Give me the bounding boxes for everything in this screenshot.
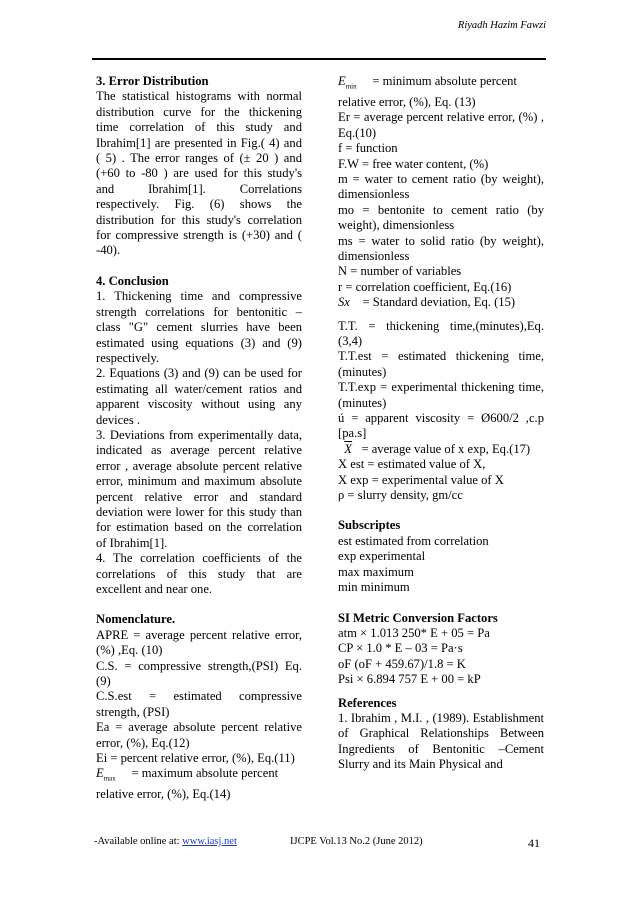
conclusion-2: 2. Equations (3) and (9) can be used for estimating all water/cement ratios and apparent viscosity without using any devices . — [96, 366, 302, 427]
nomenclature-x-exp: X exp = experimental value of X — [338, 472, 504, 487]
subscript-exp: exp experimental — [338, 549, 426, 564]
nomenclature-x-avg — [338, 442, 544, 457]
nomenclature-rho: ρ = slurry density, gm/cc — [338, 488, 463, 503]
nomenclature-heading: Nomenclature. — [96, 612, 176, 627]
si-f: oF (oF + 459.67)/1.8 = K — [338, 656, 466, 671]
subscript-max: max maximum — [338, 564, 414, 579]
nomenclature-n: N = number of variables — [338, 264, 462, 279]
footer-journal: IJCPE Vol.13 No.2 (June 2012) — [290, 836, 423, 847]
nomenclature-cs: C.S. = compressive strength,(PSI) Eq.(9) — [96, 658, 302, 689]
nomenclature-ei: Ei = percent relative error, (%), Eq.(11) — [96, 751, 295, 766]
emax-subscript: max — [103, 774, 116, 783]
nomenclature-emin — [338, 74, 544, 95]
x-bar-symbol: $\overline{X}$ — [344, 441, 352, 456]
subscript-est: est estimated from correlation — [338, 533, 489, 548]
right-column — [338, 74, 544, 773]
nomenclature-ea: Ea = average absolute percent relative error, (%), Eq.(12) — [96, 720, 302, 750]
nomenclature-m: m = water to cement ratio (by weight), dimensionless — [338, 171, 544, 202]
nomenclature-tt: T.T. = thickening time,(minutes),Eq.(3,4) — [338, 318, 544, 349]
section-3-text: The statistical histograms with normal distribution curve for the thickening time correlation of this study and Ibrahim[1] are presented in Fig.( 4) and ( 5) . The error ranges of (± 20 ) and (+60 to -80 ) are used for this study's and Ibrahim[1]. Correlations respectively. Fig. (6) shows the distribution for this study's correlation for compressive strength is (+30) and ( -40). — [96, 89, 302, 258]
nomenclature-cs-est: C.S.est = estimated compressive strength, (PSI) — [96, 689, 302, 719]
nomenclature-emin-cont: relative error, (%), Eq. (13) — [338, 94, 476, 109]
subscript-min: min minimum — [338, 580, 410, 595]
sx-text: = Standard deviation, Eq. (15) — [362, 295, 516, 310]
si-psi: Psi × 6.894 757 E + 00 = kP — [338, 672, 481, 687]
running-header: Riyadh Hazim Fawzi — [457, 20, 546, 31]
nomenclature-mo: mo = bentonite to cement ratio (by weight), dimensionless — [338, 202, 544, 233]
nomenclature-emax-cont: relative error, (%), Eq.(14) — [96, 787, 231, 802]
conclusion-3: 3. Deviations from experimentally data, indicated as average percent relative error , average absolute percent relative error, minimum and maximum absolute percent relative error and standard deviation were lower for this study than for estimation based on the correlation of Ibrahim[1]. — [96, 427, 302, 550]
sx-symbol: Sx — [338, 295, 350, 310]
nomenclature-f: f = function — [338, 141, 398, 156]
nomenclature-emax — [96, 766, 302, 787]
emax-symbol: E — [96, 766, 104, 781]
emin-symbol: E — [338, 74, 346, 88]
nomenclature-apre: APRE = average percent relative error, (%) ,Eq. (10) — [96, 627, 302, 658]
footer-prefix: -Available online at: — [94, 836, 183, 847]
emin-subscript: min — [345, 82, 357, 91]
references-heading: References — [338, 695, 397, 710]
si-cp: CP × 1.0 * E – 03 = Pa·s — [338, 641, 463, 656]
nomenclature-r: r = correlation coefficient, Eq.(16) — [338, 279, 512, 294]
nomenclature-tt-est: T.T.est = estimated thickening time, (minutes) — [338, 349, 544, 379]
nomenclature-viscosity: ú = apparent viscosity = Ø600/2 ,c.p [pa.s] — [338, 411, 544, 441]
nomenclature-tt-exp: T.T.exp = experimental thickening time, (minutes) — [338, 380, 544, 410]
nomenclature-ms: ms = water to solid ratio (by weight), dimensionless — [338, 233, 544, 263]
x-avg-text: = average value of x exp, Eq.(17) — [361, 441, 531, 456]
page-number: 41 — [528, 836, 540, 850]
subscripts-heading: Subscriptes — [338, 518, 401, 533]
section-3-heading: 3. Error Distribution — [96, 74, 209, 88]
nomenclature-er: Er = average percent relative error, (%) , Eq.(10) — [338, 110, 544, 140]
header-rule — [92, 58, 546, 60]
emin-text: = minimum absolute percent — [372, 74, 517, 88]
conclusion-1: 1. Thickening time and compressive strength correlations for bentonitic – class "G" cement slurries have been estimated using equations (3) and (9) respectively. — [96, 289, 302, 365]
si-heading: SI Metric Conversion Factors — [338, 610, 498, 625]
section-4-heading: 4. Conclusion — [96, 273, 169, 288]
si-atm: atm × 1.013 250* E + 05 = Pa — [338, 625, 490, 640]
emax-text: = maximum absolute percent — [131, 766, 279, 781]
footer-link[interactable]: www.iasj.net — [182, 836, 237, 847]
footer-availability — [94, 836, 237, 847]
reference-1: 1. Ibrahim , M.I. , (1989). Establishment of Graphical Relationships Between Ingredients of Bentonitic –Cement Slurry and its Main Physical and — [338, 710, 544, 772]
nomenclature-fw: F.W = free water content, (%) — [338, 156, 489, 171]
nomenclature-sx — [338, 295, 544, 310]
left-column — [96, 74, 302, 803]
conclusion-4: 4. The correlation coefficients of the correlations of this study that are excellent and near one. — [96, 551, 302, 596]
nomenclature-x-est: X est = estimated value of X, — [338, 457, 486, 472]
